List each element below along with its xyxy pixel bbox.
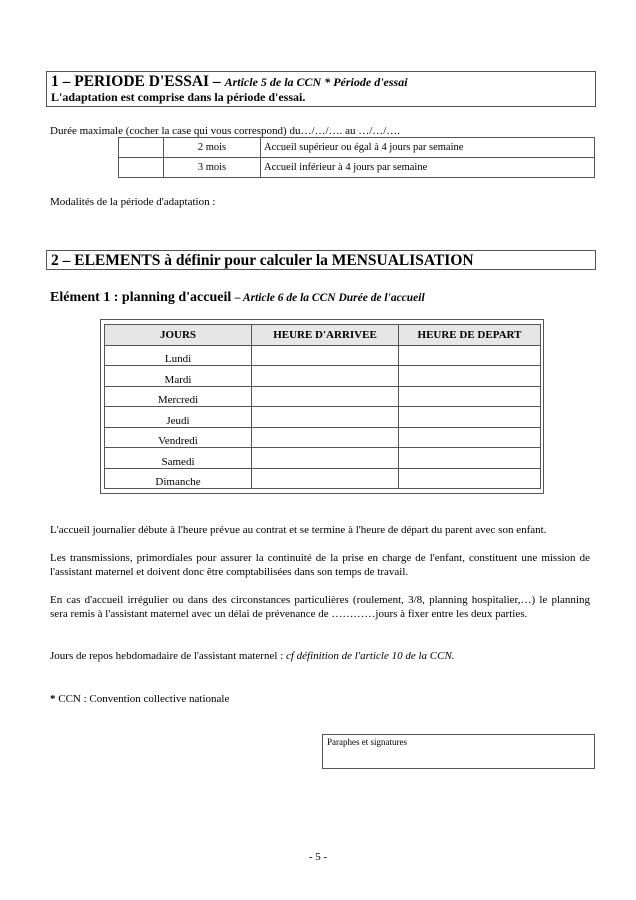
- paragraph-rest-days: [50, 649, 590, 663]
- section-1-reference: Article 5 de la CCN * Période d'essai: [224, 75, 408, 89]
- departure-time-cell[interactable]: [399, 345, 541, 366]
- planning-row: [105, 468, 541, 489]
- page-number: - 5 -: [308, 851, 328, 863]
- planning-day: Mercredi: [105, 386, 252, 407]
- departure-time-cell[interactable]: [399, 427, 541, 448]
- planning-table: [104, 324, 541, 489]
- planning-day: Samedi: [105, 448, 252, 469]
- adaptation-modalities-label: Modalités de la période d'adaptation :: [50, 196, 216, 208]
- departure-time-cell[interactable]: [399, 407, 541, 428]
- trial-row: [119, 158, 595, 178]
- section-1-subtitle: L'adaptation est comprise dans la période d'essai.: [51, 90, 306, 104]
- planning-row: [105, 448, 541, 469]
- planning-day: Vendredi: [105, 427, 252, 448]
- arrival-time-cell[interactable]: [252, 448, 399, 469]
- rest-days-reference: cf définition de l'article 10 de la CCN.: [285, 650, 455, 662]
- arrival-time-cell[interactable]: [252, 366, 399, 387]
- planning-day: Mardi: [105, 366, 252, 387]
- planning-row: [105, 427, 541, 448]
- footnote-star: *: [50, 693, 56, 705]
- signature-label: Paraphes et signatures: [327, 737, 407, 747]
- departure-time-cell[interactable]: [399, 386, 541, 407]
- trial-checkbox-cell[interactable]: [119, 158, 164, 178]
- arrival-time-cell[interactable]: [252, 345, 399, 366]
- trial-duration: 3 mois: [164, 158, 261, 178]
- footnote-text: CCN : Convention collective nationale: [55, 693, 230, 705]
- planning-day: Lundi: [105, 345, 252, 366]
- section-1-heading: [51, 74, 591, 90]
- header-days: JOURS: [105, 325, 252, 346]
- planning-row: [105, 407, 541, 428]
- departure-time-cell[interactable]: [399, 366, 541, 387]
- duration-line: Durée maximale (cocher la case qui vous correspond) du…/…/…. au …/…/….: [50, 125, 401, 137]
- paragraph-transmissions: Les transmissions, primordiales pour assurer la continuité de la prise en charge de l'enfant, constituent une mission de l'assistant maternel et doivent donc être comptabilisées dans son temps de travail.: [50, 552, 590, 578]
- section-1-box: [46, 71, 596, 107]
- planning-row: [105, 366, 541, 387]
- footnote: [50, 692, 229, 706]
- trial-description: Accueil inférieur à 4 jours par semaine: [261, 158, 595, 178]
- element-1-heading: [50, 290, 425, 306]
- planning-day: Jeudi: [105, 407, 252, 428]
- arrival-time-cell[interactable]: [252, 386, 399, 407]
- trial-period-table: [118, 137, 595, 178]
- trial-description: Accueil supérieur ou égal à 4 jours par semaine: [261, 138, 595, 158]
- arrival-time-cell[interactable]: [252, 468, 399, 489]
- section-2-box: [46, 250, 596, 270]
- header-arrival: HEURE D'ARRIVEE: [252, 325, 399, 346]
- rest-days-text: Jours de repos hebdomadaire de l'assistant maternel :: [50, 650, 286, 662]
- trial-duration: 2 mois: [164, 138, 261, 158]
- planning-row: [105, 386, 541, 407]
- departure-time-cell[interactable]: [399, 448, 541, 469]
- planning-header-row: [105, 325, 541, 346]
- paragraph-irregular-reception: En cas d'accueil irrégulier ou dans des circonstances particulières (roulement, 3/8, planning hospitalier,…) le planning sera remis à l'assistant maternel avec un délai de prévenance de …………jours à fixer entre les deux parties.: [50, 594, 590, 620]
- planning-row: [105, 345, 541, 366]
- arrival-time-cell[interactable]: [252, 407, 399, 428]
- trial-row: [119, 138, 595, 158]
- element-1-reference: – Article 6 de la CCN Durée de l'accueil: [234, 292, 425, 304]
- section-2-title: 2 – ELEMENTS à définir pour calculer la MENSUALISATION: [51, 252, 474, 269]
- signature-box[interactable]: [322, 734, 595, 769]
- arrival-time-cell[interactable]: [252, 427, 399, 448]
- departure-time-cell[interactable]: [399, 468, 541, 489]
- planning-day: Dimanche: [105, 468, 252, 489]
- section-1-title: 1 – PERIODE D'ESSAI –: [51, 73, 221, 90]
- header-departure: HEURE DE DEPART: [399, 325, 541, 346]
- trial-checkbox-cell[interactable]: [119, 138, 164, 158]
- paragraph-daily-reception: L'accueil journalier débute à l'heure prévue au contrat et se termine à l'heure de départ du parent avec son enfant.: [50, 524, 547, 536]
- element-1-title: Elément 1 : planning d'accueil: [50, 290, 232, 305]
